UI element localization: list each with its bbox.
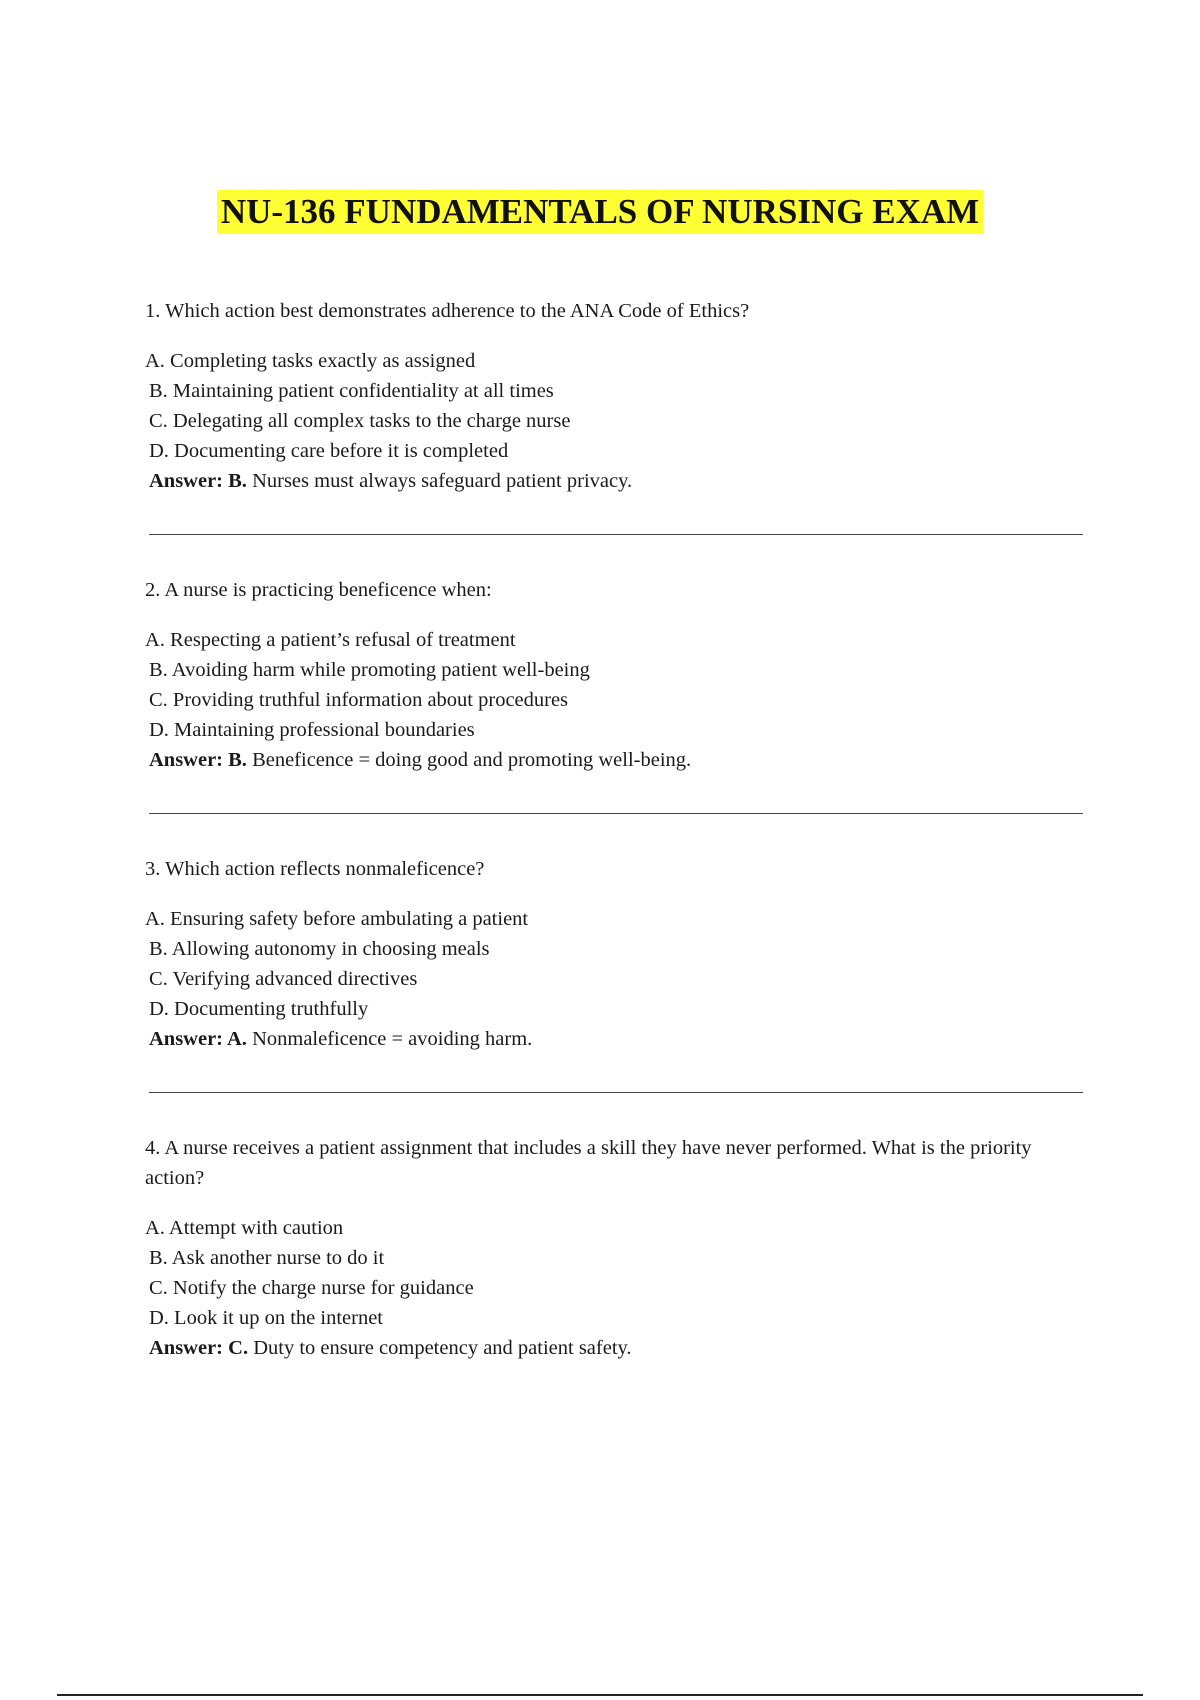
options-list [145,904,1085,1054]
page-bottom-rule [57,1694,1143,1696]
option-c: C. Providing truthful information about procedures [149,689,569,711]
answer-line [145,745,1085,775]
title-container [0,190,1200,234]
option-a: A. Attempt with caution [145,1217,344,1239]
option-d: D. Look it up on the internet [149,1307,383,1329]
question-text: 2. A nurse is practicing beneficence when: [145,579,492,601]
answer-explanation: Nurses must always safeguard patient privacy. [246,470,633,492]
answer-explanation: Nonmaleficence = avoiding harm. [246,1028,533,1050]
question-block-1 [145,296,1085,535]
section-divider [149,1092,1083,1093]
option-b: B. Maintaining patient confidentiality at all times [149,380,554,402]
option-d: D. Maintaining professional boundaries [149,719,475,741]
options-list [145,1213,1085,1363]
question-block-2 [145,575,1085,814]
question-text: 1. Which action best demonstrates adherence to the ANA Code of Ethics? [145,300,750,322]
options-list [145,625,1085,775]
answer-line [145,1024,1085,1054]
option-b: B. Allowing autonomy in choosing meals [149,938,490,960]
section-divider [149,813,1083,814]
answer-label: Answer: A. [149,1028,247,1050]
option-c: C. Notify the charge nurse for guidance [149,1277,474,1299]
option-b: B. Avoiding harm while promoting patient well-being [149,659,590,681]
option-d: D. Documenting truthfully [149,998,369,1020]
option-a: A. Completing tasks exactly as assigned [145,350,476,372]
question-block-3 [145,854,1085,1093]
option-c: C. Delegating all complex tasks to the charge nurse [149,410,571,432]
answer-label: Answer: C. [149,1337,249,1359]
answer-label: Answer: B. [149,749,247,771]
question-text: 4. A nurse receives a patient assignment that includes a skill they have never performed. What is the priority action? [145,1137,1032,1189]
option-b: B. Ask another nurse to do it [149,1247,385,1269]
option-a: A. Ensuring safety before ambulating a patient [145,908,529,930]
option-d: D. Documenting care before it is completed [149,440,509,462]
answer-explanation: Duty to ensure competency and patient safety. [248,1337,632,1359]
answer-line [145,1333,1085,1363]
section-divider [149,534,1083,535]
question-text: 3. Which action reflects nonmaleficence? [145,858,485,880]
answer-label: Answer: B. [149,470,247,492]
answer-line [145,466,1085,496]
option-a: A. Respecting a patient’s refusal of treatment [145,629,516,651]
document-title: NU-136 FUNDAMENTALS OF NURSING EXAM [217,190,983,234]
question-list [145,296,1085,1403]
options-list [145,346,1085,496]
question-block-4 [145,1133,1085,1363]
answer-explanation: Beneficence = doing good and promoting well-being. [246,749,692,771]
option-c: C. Verifying advanced directives [149,968,418,990]
